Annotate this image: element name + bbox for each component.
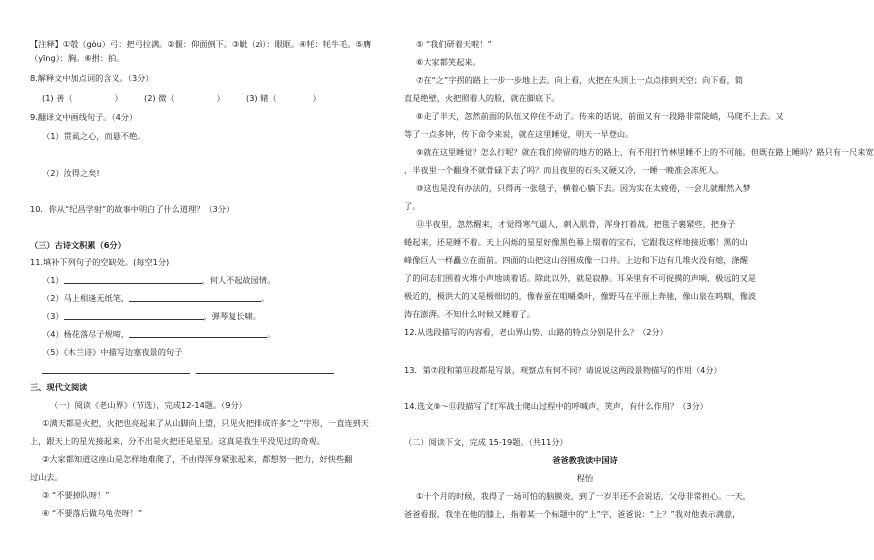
- passage-line: ③ “不要掉队呀！”: [42, 490, 110, 500]
- answer-blank[interactable]: [64, 274, 202, 284]
- passage-line: ①十个月的时候，我得了一场可怕的脑膜炎，到了一岁半还不会说话，父母非常担心。一天，: [416, 491, 751, 501]
- passage-line: ⑨就在这里睡觉？怎么行呢？就在我们停留的地方的路上，有不用打竹林里睡不上的不可能。但既在路上睡吗？路只有一尺来宽: [416, 147, 874, 157]
- article-author: 程怡: [576, 473, 594, 483]
- article-title: 爸爸教我读中国诗: [552, 455, 618, 465]
- answer-blank[interactable]: [196, 364, 334, 374]
- reading-heading: （二）阅读下文，完成 15-19题。（共11分）: [404, 437, 568, 447]
- passage-line: ①满天都是火把，火把也亮起来了从山脚向上望，只见火把排成许多“之”字形，一直连到天: [42, 418, 369, 428]
- answer-blank[interactable]: [129, 292, 261, 302]
- passage-line: ⑧走了半天，忽然前面的队伍又停住不动了。传来的话说，前面又有一段路非常陡峭，马爬不上去。又: [416, 111, 784, 121]
- q11-item: （5）《木兰诗》中描写边塞夜景的句子: [42, 347, 183, 357]
- passage-line: 了。: [404, 201, 421, 211]
- answer-blank[interactable]: [129, 328, 267, 338]
- question-14: 14.选文⑨～⑪段描写了红军战士爬山过程中的呼喊声、笑声，有什么作用？（3分）: [404, 401, 708, 411]
- question-11: 11.填补下列句子的空缺处。(每空1分): [30, 257, 170, 267]
- q11-item: （2）马上相逢无纸笔， 。: [42, 293, 270, 303]
- passage-line: ⑦在“之”字拐的路上一步一步地上去。向上看，火把在头顶上一点点排到天空；向下看，简: [416, 75, 743, 85]
- passage-line: 极近的，极洪大的又是极细切的，像春蚕在咀嚼桑叶，像野马在平原上奔驰，像山泉在呜咽，像波: [404, 291, 757, 301]
- passage-line: ⑩这也是没有办法的，只得再一张毯子，横着心躺下去。因为实在太疲倦，一会儿就酣然入梦: [416, 183, 751, 193]
- passage-line: 了的同志们围着火堆小声地谈着话。除此以外，就是寂静。耳朵里有不可捉摸的声响，极远的又是: [404, 273, 757, 283]
- passage-line: 直是绝壁，火把照着人的脸，就在脚底下。: [404, 93, 560, 103]
- q11-item: （1） ，何人不起故园情。: [42, 275, 276, 285]
- q9-item: （1）贯虱之心，而悬不绝。: [42, 131, 146, 141]
- passage-line: ，半夜里一个翻身不就骨碌下去了吗？而且夜里的石头又硬又冷，一睡一晚准会冻死人。: [404, 165, 724, 175]
- passage-line: ⑥大家都笑起来。: [416, 57, 481, 67]
- q9-item: （2）汝得之矣!: [42, 168, 100, 178]
- passage-line: ⑪半夜里，忽然醒来，才觉得寒气逼人，刺入肌骨，浑身打着战。把毯子裹紧些，把身子: [416, 219, 736, 229]
- passage-line: 上，跟天上的星光接起来，分不出是火把还是星星。这真是我生平没见过的奇观。: [30, 436, 325, 446]
- q11-blank-row: [42, 364, 334, 376]
- note-line: （yīng）：胸。⑥拊：拍。: [30, 53, 125, 63]
- question-10: 10．你从“纪昌学射”的故事中明白了什么道理？（3分）: [30, 204, 235, 214]
- question-9: 9.翻译文中画线句子。（4分）: [30, 112, 138, 122]
- section-heading: 三、现代文阅读: [30, 382, 88, 392]
- passage-line: 爸爸看报，我坐在他的膝上，指着某一个标题中的“上”字，爸爸说：“上？”我对他表示满意，: [404, 509, 741, 519]
- passage-line: 峰像巨人一样矗立在面前。四面的山把这山谷围成像一口井。上边和下边有几堆火没有熄，涤醒: [404, 255, 748, 265]
- passage-line: ⑤ “我们研着天啦！”: [416, 39, 492, 49]
- passage-line: 涛在澎湃。不知什么时候又睡着了。: [404, 309, 536, 319]
- note-line: 【注释】①彀（gòu）弓：把弓拉满。②偃：仰面倒下。③眦（zì）：眼眶。④牦：牦牛毛。⑤膺: [30, 39, 372, 49]
- section-heading: （三）古诗文积累（6分）: [30, 240, 126, 250]
- reading-heading: （一）阅读《老山界》（节选），完成12-14题。（9分）: [50, 400, 247, 410]
- q11-item: （4）杨花落尽子规啼， 。: [42, 329, 276, 339]
- q11-item: （3） ，弹琴复长啸。: [42, 311, 261, 321]
- passage-line: 过山去。: [30, 472, 63, 482]
- answer-blank[interactable]: [42, 364, 190, 374]
- question-8: 8.解释文中加点词的含义。（3分）: [30, 73, 154, 83]
- answer-blank[interactable]: [64, 310, 204, 320]
- passage-line: ④ “不要落后做乌龟壳呀！”: [42, 508, 143, 518]
- question-12: 12.从选段描写的内容看，老山界山势、山路的特点分别是什么？（2分）: [404, 327, 668, 337]
- passage-line: ②大家都知道这座山是怎样地难爬了，不由得浑身紧张起来，都想努一把力，好快些翻: [42, 454, 353, 464]
- passage-line: 蜷起来，还是睡不着。天上闪烁的星星好像黑色幕上缀着的宝石，它跟我这样地接近哪！黑的山: [404, 237, 748, 247]
- passage-line: 等了一点多钟，传下命令来说，就在这里睡觉，明天一早登山。: [404, 129, 634, 139]
- question-13: 13．第⑦段和第⑪段都是写景，观察点有何不同？请说说这两段景物描写的作用（4分）: [404, 365, 722, 375]
- q8-answer-row: (1) 善（ ） (2) 微（ ） (3) 睹（ ）: [42, 93, 321, 103]
